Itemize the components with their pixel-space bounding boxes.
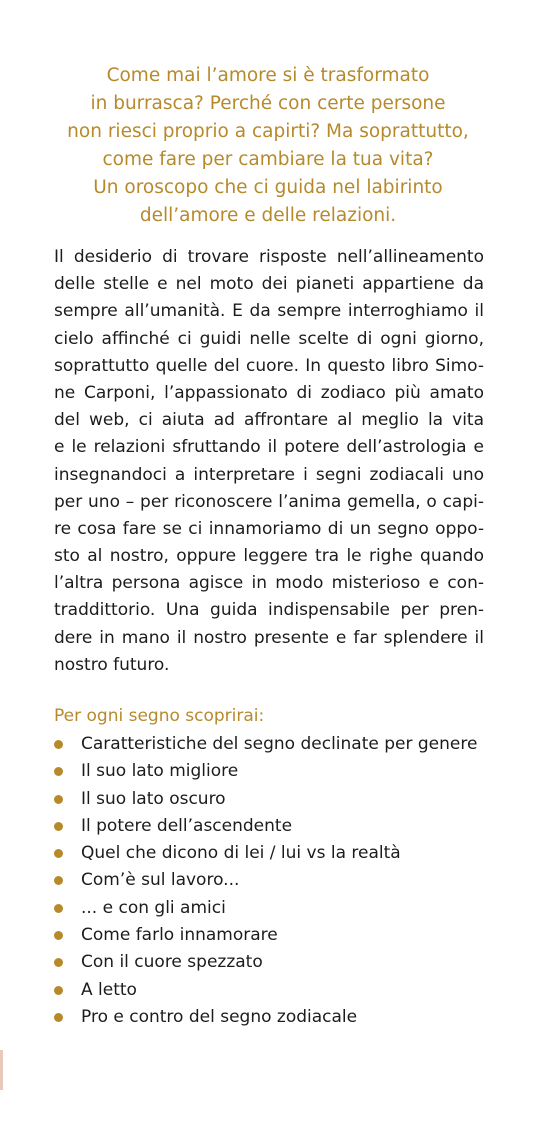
description-line: dere in mano il nostro presente e far splendere il — [54, 627, 484, 648]
bullet-dot-icon — [54, 740, 63, 749]
description-line: ne Carponi, l’appassionato di zodiaco più amato — [54, 382, 484, 403]
list-item-label: Il suo lato oscuro — [81, 788, 226, 809]
bullet-dot-icon — [54, 767, 63, 776]
description-line: traddittorio. Una guida indispensabile per pren- — [54, 600, 484, 621]
list-item — [54, 786, 477, 813]
description-line: insegnandoci a interpretare i segni zodiacali uno — [54, 464, 484, 485]
features-list — [54, 731, 477, 1031]
list-item-label: Come farlo innamorare — [81, 925, 278, 946]
description-line: Il desiderio di trovare risposte nell’allineamento — [54, 247, 484, 267]
list-item-label: Il suo lato migliore — [81, 761, 239, 782]
tagline-line: come fare per cambiare la tua vita? — [102, 149, 434, 170]
list-item — [54, 813, 477, 840]
list-item — [54, 1004, 477, 1031]
list-item-label: Il potere dell’ascendente — [81, 815, 293, 836]
bullet-dot-icon — [54, 986, 63, 995]
list-item — [54, 840, 477, 867]
description-line: sempre all’umanità. E da sempre interroghiamo il — [54, 301, 484, 322]
list-item-label: Caratteristiche del segno declinate per genere — [81, 734, 478, 754]
tagline-line: Un oroscopo che ci guida nel labirinto — [93, 177, 443, 198]
list-item — [54, 949, 477, 976]
tagline — [40, 62, 496, 230]
bullet-dot-icon — [54, 795, 63, 804]
list-item-label: Pro e contro del segno zodiacale — [81, 1006, 358, 1027]
description-line: delle stelle e nel moto dei pianeti appartiene da — [54, 274, 484, 295]
list-item-label: A letto — [81, 979, 137, 1000]
list-item — [54, 867, 477, 894]
list-item — [54, 977, 477, 1004]
tagline-line: dell’amore e delle relazioni. — [139, 205, 397, 226]
list-item — [54, 731, 477, 758]
list-item-label: Con il cuore spezzato — [81, 952, 263, 973]
description-line: del web, ci aiuta ad affrontare al meglio la vita — [54, 410, 484, 431]
list-item — [54, 922, 477, 949]
description-paragraph — [54, 244, 484, 679]
features-heading: Per ogni segno scoprirai: — [54, 706, 265, 726]
description-line: e le relazioni sfruttando il potere dell’astrologia e — [54, 437, 484, 458]
tagline-line: Come mai l’amore si è trasformato — [106, 65, 430, 86]
list-item — [54, 895, 477, 922]
tagline-line: in burrasca? Perché con certe persone — [90, 93, 446, 114]
bullet-dot-icon — [54, 958, 63, 967]
bullet-dot-icon — [54, 849, 63, 858]
description-line: per uno – per riconoscere l’anima gemella, o capi- — [54, 491, 484, 512]
list-item-label: Quel che dicono di lei / lui vs la realtà — [81, 843, 401, 864]
description-line: sto al nostro, oppure leggere tra le righe quando — [54, 546, 484, 567]
bullet-dot-icon — [54, 876, 63, 885]
description-line: re cosa fare se ci innamoriamo di un segno oppo- — [54, 518, 484, 539]
list-item-label: Com’è sul lavoro... — [81, 870, 240, 891]
bullet-dot-icon — [54, 822, 63, 831]
description-line: nostro futuro. — [54, 654, 170, 675]
bullet-dot-icon — [54, 904, 63, 913]
description-line: l’altra persona agisce in modo misterioso e con- — [54, 573, 484, 594]
bullet-dot-icon — [54, 931, 63, 940]
tagline-line: non riesci proprio a capirti? Ma soprattutto, — [67, 121, 469, 142]
description-line: soprattutto quelle del cuore. In questo libro Simo- — [54, 355, 484, 376]
list-item — [54, 758, 477, 785]
description-line: cielo affinché ci guidi nelle scelte di ogni giorno, — [54, 328, 484, 349]
bullet-dot-icon — [54, 1013, 63, 1022]
page-edge-mark — [0, 1050, 3, 1090]
list-item-label: ... e con gli amici — [81, 897, 226, 918]
